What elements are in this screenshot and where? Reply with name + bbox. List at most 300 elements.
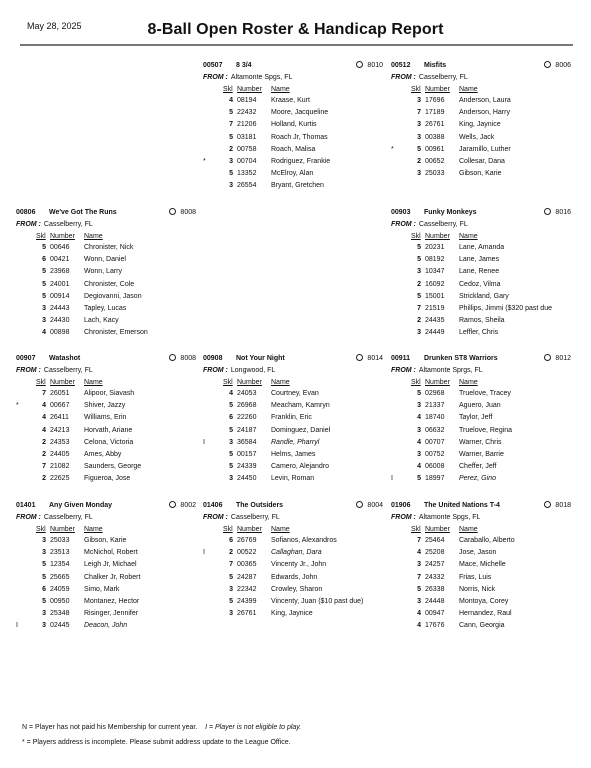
team-block bbox=[391, 60, 571, 180]
player-number: 00157 bbox=[237, 450, 257, 458]
player-row bbox=[16, 400, 196, 412]
player-number: 17696 bbox=[425, 97, 445, 104]
player-name: Ramos, Sheila bbox=[459, 317, 505, 325]
player-row bbox=[391, 572, 571, 584]
player-name: Edwards, John bbox=[271, 573, 318, 581]
player-name: Courtney, Evan bbox=[271, 390, 319, 397]
player-name: Anderson, Laura bbox=[459, 97, 511, 104]
division-number: 8016 bbox=[555, 209, 571, 216]
player-skill: 7 bbox=[229, 561, 233, 569]
division-circle-icon bbox=[169, 501, 176, 508]
player-number: 00522 bbox=[237, 549, 257, 557]
col-number-header: Number bbox=[237, 379, 262, 386]
column-headers bbox=[203, 377, 383, 388]
player-skill: 7 bbox=[417, 573, 421, 581]
player-name: Anderson, Harry bbox=[459, 109, 510, 117]
team-header bbox=[391, 353, 571, 365]
player-skill: 3 bbox=[229, 157, 233, 165]
player-row bbox=[391, 412, 571, 424]
player-row bbox=[203, 144, 383, 156]
footnote-line-2: * = Players address is incomplete. Please submit address update to the League Office. bbox=[22, 739, 291, 746]
player-name: Degiovanni, Jason bbox=[84, 292, 142, 300]
player-row bbox=[16, 303, 196, 315]
player-row bbox=[203, 559, 383, 571]
team-block bbox=[203, 500, 383, 620]
player-number: 15001 bbox=[425, 292, 445, 300]
player-name: Jaramillo, Luther bbox=[459, 145, 511, 153]
player-skill: 5 bbox=[229, 597, 233, 605]
player-name: Saunders, George bbox=[84, 463, 142, 471]
player-name: Cedoz, Vilma bbox=[459, 280, 501, 288]
player-name: Meacham, Kamryn bbox=[271, 402, 330, 410]
col-name-header: Name bbox=[84, 526, 103, 533]
player-name: Lane, James bbox=[459, 256, 500, 264]
player-skill: 5 bbox=[229, 463, 233, 471]
player-number: 22342 bbox=[237, 585, 257, 593]
player-name: Perez, Gino bbox=[459, 475, 496, 483]
player-number: 24339 bbox=[237, 463, 257, 471]
col-skill-header: Skl bbox=[411, 86, 421, 93]
player-name: Warner, Chris bbox=[459, 438, 502, 446]
player-name: Deacon, John bbox=[84, 622, 128, 630]
division-circle-icon bbox=[356, 61, 363, 68]
player-row bbox=[203, 547, 383, 559]
col-skill-header: Skl bbox=[411, 526, 421, 533]
player-row bbox=[16, 388, 196, 400]
player-skill: 5 bbox=[229, 133, 233, 141]
player-row bbox=[16, 291, 196, 303]
player-number: 25665 bbox=[50, 573, 70, 581]
team-location: Casselberry, FL bbox=[230, 514, 280, 521]
player-row bbox=[203, 596, 383, 608]
player-skill: 3 bbox=[229, 610, 233, 618]
team-name: Funky Monkeys bbox=[424, 209, 477, 216]
player-name: Roach Jr, Thomas bbox=[271, 133, 328, 141]
player-name: Frias, Luis bbox=[459, 573, 492, 581]
player-number: 21082 bbox=[50, 463, 70, 471]
player-skill: 6 bbox=[42, 256, 46, 264]
division-number: 8008 bbox=[180, 355, 196, 362]
player-skill: 3 bbox=[417, 170, 421, 178]
footnote-unpaid: N = Player has not paid his Membership for current year. bbox=[22, 724, 198, 731]
player-mark: * bbox=[16, 402, 19, 410]
player-skill: 3 bbox=[42, 549, 46, 557]
player-row bbox=[203, 107, 383, 119]
team-from bbox=[391, 365, 571, 377]
team-from bbox=[203, 512, 383, 524]
title-divider bbox=[20, 44, 573, 46]
player-number: 20231 bbox=[425, 244, 445, 251]
player-skill: 7 bbox=[229, 121, 233, 129]
player-number: 22260 bbox=[237, 414, 257, 422]
player-skill: 2 bbox=[42, 438, 46, 446]
player-number: 00704 bbox=[237, 157, 257, 165]
player-number: 17189 bbox=[425, 109, 445, 117]
player-name: Williams, Erin bbox=[84, 414, 127, 422]
from-label: FROM : bbox=[203, 514, 228, 521]
player-number: 00707 bbox=[425, 438, 445, 446]
player-skill: 3 bbox=[417, 133, 421, 141]
player-number: 24287 bbox=[237, 573, 257, 581]
col-name-header: Name bbox=[459, 379, 478, 386]
player-skill: 5 bbox=[417, 256, 421, 264]
player-skill: 2 bbox=[229, 549, 233, 557]
player-name: Jose, Jason bbox=[459, 549, 497, 557]
player-number: 17676 bbox=[425, 622, 445, 630]
team-name: Drunken ST8 Warriors bbox=[424, 355, 498, 362]
player-row bbox=[391, 620, 571, 632]
team-division bbox=[356, 353, 383, 366]
player-number: 00388 bbox=[425, 133, 445, 141]
division-circle-icon bbox=[544, 354, 551, 361]
player-skill: 5 bbox=[42, 573, 46, 581]
player-row bbox=[391, 425, 571, 437]
player-skill: 4 bbox=[417, 438, 421, 446]
player-row bbox=[203, 119, 383, 131]
from-label: FROM : bbox=[391, 367, 416, 374]
col-number-header: Number bbox=[50, 379, 75, 386]
player-name: Lach, Kacy bbox=[84, 317, 119, 325]
player-skill: 4 bbox=[42, 402, 46, 410]
player-name: Wonn, Daniel bbox=[84, 256, 126, 264]
report-date: May 28, 2025 bbox=[27, 21, 82, 31]
player-name: Chronister, Nick bbox=[84, 244, 134, 251]
player-row bbox=[16, 412, 196, 424]
col-skill-header: Skl bbox=[223, 86, 233, 93]
player-row bbox=[391, 559, 571, 571]
player-name: McElroy, Alan bbox=[271, 170, 314, 178]
player-number: 22432 bbox=[237, 109, 257, 117]
player-skill: 3 bbox=[417, 426, 421, 434]
player-row bbox=[203, 449, 383, 461]
player-row bbox=[203, 132, 383, 144]
player-number: 21519 bbox=[425, 304, 445, 312]
player-row bbox=[391, 596, 571, 608]
player-name: Shiver, Jazzy bbox=[84, 402, 126, 410]
player-name: Collesar, Dana bbox=[459, 157, 505, 165]
player-row bbox=[16, 572, 196, 584]
player-number: 00758 bbox=[237, 145, 257, 153]
column-headers bbox=[391, 377, 571, 388]
col-name-header: Name bbox=[271, 379, 290, 386]
player-number: 00961 bbox=[425, 145, 445, 153]
player-number: 26411 bbox=[50, 414, 69, 422]
player-skill: 7 bbox=[417, 304, 421, 312]
player-skill: 4 bbox=[417, 622, 421, 630]
team-number: 01906 bbox=[391, 502, 411, 509]
from-label: FROM : bbox=[16, 367, 41, 374]
player-skill: 3 bbox=[417, 268, 421, 276]
player-number: 24353 bbox=[50, 438, 70, 446]
team-number: 00806 bbox=[16, 209, 36, 216]
player-number: 24053 bbox=[237, 390, 257, 397]
team-location: Casselberry, FL bbox=[43, 514, 93, 521]
player-row bbox=[203, 572, 383, 584]
player-name: Kraase, Kurt bbox=[271, 97, 310, 104]
player-skill: 5 bbox=[42, 244, 46, 251]
team-location: Altamonte Spgs, FL bbox=[230, 74, 293, 81]
player-skill: 5 bbox=[42, 597, 46, 605]
col-number-header: Number bbox=[237, 526, 262, 533]
team-block bbox=[16, 353, 196, 486]
player-row bbox=[391, 132, 571, 144]
team-name: The Outsiders bbox=[236, 502, 284, 509]
player-skill: 5 bbox=[229, 426, 233, 434]
player-number: 24001 bbox=[50, 280, 70, 288]
player-row bbox=[391, 144, 571, 156]
player-name: Wonn, Larry bbox=[84, 268, 122, 276]
player-name: Randle, Pharryl bbox=[271, 438, 320, 446]
player-name: King, Jaynice bbox=[271, 610, 313, 618]
player-number: 26968 bbox=[237, 402, 257, 410]
player-number: 26761 bbox=[237, 610, 257, 618]
division-number: 8018 bbox=[555, 502, 571, 509]
player-skill: 6 bbox=[42, 585, 46, 593]
team-name: 8 3/4 bbox=[236, 62, 252, 69]
player-row bbox=[203, 461, 383, 473]
player-name: Gibson, Karie bbox=[459, 170, 502, 178]
player-name: Sofianos, Alexandros bbox=[271, 537, 337, 544]
player-name: Lane, Renee bbox=[459, 268, 500, 276]
player-number: 06008 bbox=[425, 463, 445, 471]
from-label: FROM : bbox=[391, 514, 416, 521]
team-from bbox=[203, 72, 383, 84]
division-number: 8008 bbox=[180, 209, 196, 216]
player-row bbox=[391, 461, 571, 473]
player-number: 00752 bbox=[425, 450, 445, 458]
player-name: Simo, Mark bbox=[84, 585, 120, 593]
player-name: Risinger, Jennifer bbox=[84, 610, 139, 618]
col-skill-header: Skl bbox=[411, 233, 421, 240]
col-name-header: Name bbox=[84, 379, 103, 386]
player-skill: 3 bbox=[417, 450, 421, 458]
team-block bbox=[16, 207, 196, 340]
player-row bbox=[391, 584, 571, 596]
player-name: Cheffer, Jeff bbox=[459, 463, 497, 471]
column-headers bbox=[16, 231, 196, 242]
player-row bbox=[16, 254, 196, 266]
col-number-header: Number bbox=[50, 526, 75, 533]
division-number: 8002 bbox=[180, 502, 196, 509]
col-name-header: Name bbox=[271, 86, 290, 93]
player-skill: 3 bbox=[42, 304, 46, 312]
team-block bbox=[203, 353, 383, 486]
col-skill-header: Skl bbox=[223, 526, 233, 533]
player-name: Norris, Nick bbox=[459, 585, 496, 593]
team-header bbox=[16, 207, 196, 219]
player-name: Phillips, Jimmi ($320 past due bbox=[459, 304, 552, 312]
team-division bbox=[356, 60, 383, 73]
team-location: Altamonte Sprgs, FL bbox=[418, 367, 483, 374]
team-from bbox=[203, 365, 383, 377]
player-number: 26338 bbox=[425, 585, 445, 593]
player-row bbox=[16, 437, 196, 449]
team-header bbox=[16, 353, 196, 365]
player-skill: 7 bbox=[417, 537, 421, 544]
player-name: Strickland, Gary bbox=[459, 292, 509, 300]
player-skill: 2 bbox=[42, 450, 46, 458]
player-number: 24450 bbox=[237, 475, 257, 483]
player-name: Dominguez, Daniel bbox=[271, 426, 331, 434]
from-label: FROM : bbox=[203, 74, 228, 81]
player-row bbox=[16, 242, 196, 254]
player-name: Caraballo, Alberto bbox=[459, 537, 515, 544]
player-skill: 5 bbox=[42, 268, 46, 276]
page-title: 8-Ball Open Roster & Handicap Report bbox=[147, 21, 444, 38]
player-number: 24257 bbox=[425, 561, 445, 569]
player-mark: * bbox=[391, 145, 394, 153]
player-skill: 5 bbox=[42, 292, 46, 300]
player-name: Leffler, Chris bbox=[459, 329, 499, 337]
player-row bbox=[203, 180, 383, 192]
player-row bbox=[16, 266, 196, 278]
player-skill: 3 bbox=[417, 329, 421, 337]
player-row bbox=[391, 388, 571, 400]
player-number: 36584 bbox=[237, 438, 257, 446]
player-row bbox=[391, 437, 571, 449]
player-number: 25464 bbox=[425, 537, 445, 544]
player-row bbox=[203, 584, 383, 596]
player-skill: 2 bbox=[417, 280, 421, 288]
column-headers bbox=[203, 84, 383, 95]
team-from bbox=[16, 365, 196, 377]
player-skill: 3 bbox=[417, 97, 421, 104]
player-name: Lane, Amanda bbox=[459, 244, 505, 251]
player-mark: I bbox=[16, 622, 18, 630]
player-number: 24059 bbox=[50, 585, 70, 593]
player-skill: 3 bbox=[229, 475, 233, 483]
col-skill-header: Skl bbox=[36, 233, 46, 240]
team-from bbox=[391, 72, 571, 84]
player-row bbox=[16, 449, 196, 461]
team-number: 00911 bbox=[391, 355, 411, 362]
player-row bbox=[203, 412, 383, 424]
player-number: 12354 bbox=[50, 561, 70, 569]
col-name-header: Name bbox=[271, 526, 290, 533]
col-name-header: Name bbox=[459, 233, 478, 240]
player-skill: 4 bbox=[417, 463, 421, 471]
team-header bbox=[203, 500, 383, 512]
player-skill: 3 bbox=[229, 438, 233, 446]
team-from bbox=[16, 219, 196, 231]
player-name: Chronister, Cole bbox=[84, 280, 135, 288]
player-row bbox=[16, 559, 196, 571]
player-skill: 2 bbox=[417, 157, 421, 165]
division-circle-icon bbox=[544, 61, 551, 68]
team-division bbox=[544, 353, 571, 366]
team-header bbox=[391, 60, 571, 72]
player-row bbox=[203, 535, 383, 547]
player-number: 06632 bbox=[425, 426, 445, 434]
team-block bbox=[391, 500, 571, 633]
player-row bbox=[391, 95, 571, 107]
player-name: Roach, Malisa bbox=[271, 145, 316, 153]
division-circle-icon bbox=[544, 208, 551, 215]
from-label: FROM : bbox=[391, 74, 416, 81]
division-circle-icon bbox=[356, 501, 363, 508]
team-name: Misfits bbox=[424, 62, 447, 69]
player-name: Wells, Jack bbox=[459, 133, 495, 141]
player-number: 24399 bbox=[237, 597, 257, 605]
player-skill: 3 bbox=[229, 182, 233, 190]
player-skill: 5 bbox=[417, 292, 421, 300]
team-location: Longwood, FL bbox=[230, 367, 276, 374]
player-name: Levin, Roman bbox=[271, 475, 315, 483]
player-number: 00667 bbox=[50, 402, 70, 410]
player-number: 10347 bbox=[425, 268, 445, 276]
player-skill: 4 bbox=[229, 97, 233, 104]
player-name: Montoya, Corey bbox=[459, 597, 509, 605]
player-number: 02968 bbox=[425, 390, 445, 397]
team-number: 00903 bbox=[391, 209, 411, 216]
player-row bbox=[203, 388, 383, 400]
division-number: 8014 bbox=[367, 355, 383, 362]
player-name: Cann, Georgia bbox=[459, 622, 505, 630]
player-skill: 2 bbox=[417, 317, 421, 325]
team-number: 01401 bbox=[16, 502, 36, 509]
team-block bbox=[16, 500, 196, 633]
player-skill: 5 bbox=[417, 390, 421, 397]
player-number: 13352 bbox=[237, 170, 257, 178]
player-number: 24435 bbox=[425, 317, 445, 325]
team-division bbox=[169, 207, 196, 220]
player-number: 22625 bbox=[50, 475, 70, 483]
from-label: FROM : bbox=[16, 514, 41, 521]
player-row bbox=[203, 400, 383, 412]
column-headers bbox=[16, 524, 196, 535]
player-number: 00950 bbox=[50, 597, 70, 605]
player-number: 24443 bbox=[50, 304, 70, 312]
player-number: 25033 bbox=[50, 537, 70, 544]
team-name: Watashot bbox=[49, 355, 81, 362]
team-number: 00507 bbox=[203, 62, 223, 69]
team-header bbox=[391, 207, 571, 219]
player-number: 25208 bbox=[425, 549, 445, 557]
footnote-ineligible: I = Player is not eligible to play. bbox=[205, 724, 302, 731]
col-number-header: Number bbox=[425, 233, 450, 240]
col-number-header: Number bbox=[50, 233, 75, 240]
player-name: McNichol, Robert bbox=[84, 549, 138, 557]
player-skill: 6 bbox=[229, 414, 233, 422]
player-row bbox=[16, 425, 196, 437]
team-division bbox=[169, 353, 196, 366]
player-mark: * bbox=[203, 157, 206, 165]
player-number: 08194 bbox=[237, 97, 257, 104]
player-row bbox=[203, 437, 383, 449]
player-number: 00914 bbox=[50, 292, 70, 300]
player-number: 18740 bbox=[425, 414, 445, 422]
player-skill: 4 bbox=[42, 329, 46, 337]
player-number: 21206 bbox=[237, 121, 257, 129]
team-header bbox=[391, 500, 571, 512]
player-number: 23968 bbox=[50, 268, 70, 276]
col-skill-header: Skl bbox=[223, 379, 233, 386]
player-skill: 7 bbox=[42, 390, 46, 397]
team-division bbox=[356, 500, 383, 513]
team-location: Altamonte Spgs, FL bbox=[418, 514, 481, 521]
player-name: Bryant, Gretchen bbox=[271, 182, 324, 190]
player-number: 16092 bbox=[425, 280, 445, 288]
team-name: The United Nations T-4 bbox=[424, 502, 500, 509]
player-number: 00365 bbox=[237, 561, 257, 569]
team-header bbox=[16, 500, 196, 512]
player-row bbox=[203, 608, 383, 620]
player-skill: 3 bbox=[42, 622, 46, 630]
player-number: 00646 bbox=[50, 244, 70, 251]
player-skill: 3 bbox=[417, 402, 421, 410]
team-location: Casselberry, FL bbox=[43, 367, 93, 374]
column-headers bbox=[391, 231, 571, 242]
